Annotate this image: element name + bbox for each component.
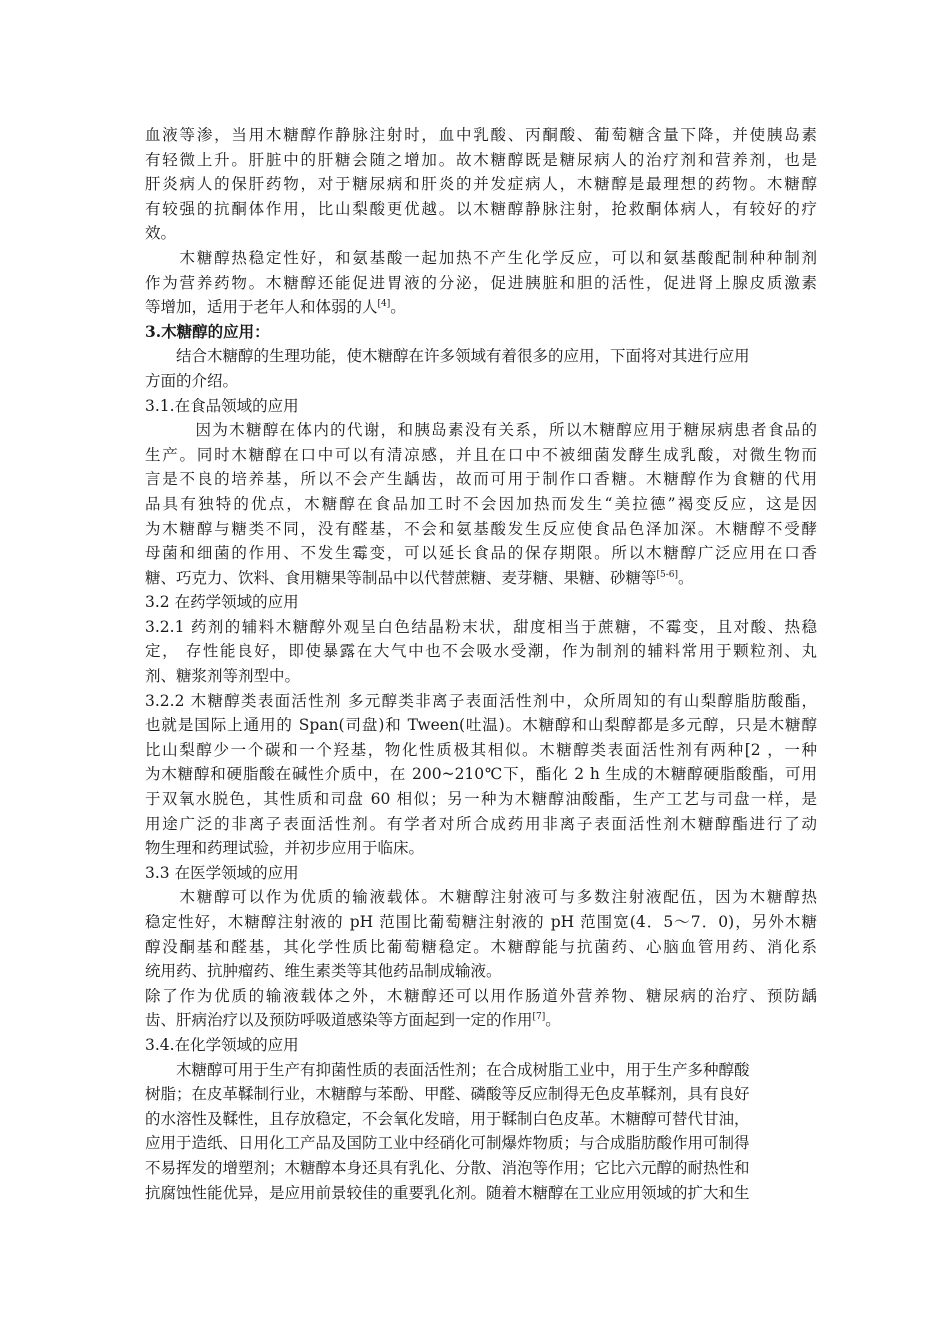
text-line bbox=[145, 172, 817, 197]
line-text: 物生理和药理试验，并初步应用于临床。 bbox=[145, 839, 425, 858]
line-text: 因为木糖醇在体内的代谢，和胰岛素没有关系，所以木糖醇应用于糖尿病患者食品的 bbox=[145, 421, 817, 440]
line-text: 3.2.2 木糖醇类表面活性剂 多元醇类非离子表面活性剂中，众所周知的有山梨醇脂肪酸酯， bbox=[145, 691, 817, 710]
text-line bbox=[145, 861, 817, 886]
line-text: 3.2 在药学领域的应用 bbox=[145, 593, 299, 612]
line-text: 方面的介绍。 bbox=[145, 371, 239, 390]
line-text: 3.2.1 药剂的辅料木糖醇外观呈白色结晶粉末状，甜度相当于蔗糖，不霉变，且对酸、热稳 bbox=[145, 617, 817, 636]
text-line bbox=[145, 1156, 817, 1181]
text-line bbox=[145, 418, 817, 443]
text-line bbox=[145, 984, 817, 1009]
line-text: 齿、肝病治疗以及预防呼吸道感染等方面起到一定的作用 bbox=[145, 1011, 533, 1030]
text-line bbox=[145, 271, 817, 296]
text-line bbox=[145, 664, 817, 689]
line-text: 不易挥发的增塑剂；木糖醇本身还具有乳化、分散、消泡等作用；它比六元醇的耐热性和 bbox=[145, 1158, 750, 1177]
line-text: 于双氧水脱色，其性质和司盘 60 相似；另一种为木糖醇油酸酯，生产工艺与司盘一样，是 bbox=[145, 790, 817, 809]
line-text: 母菌和细菌的作用、不发生霉变，可以延长食品的保存期限。所以木糖醇广泛应用在口香 bbox=[145, 544, 817, 563]
text-line bbox=[145, 123, 817, 148]
line-text: 剂、糖浆剂等剂型中。 bbox=[145, 667, 301, 686]
citation-ref: [5-6] bbox=[656, 569, 679, 580]
text-line bbox=[145, 1008, 817, 1033]
line-text: 除了作为优质的输液载体之外，木糖醇还可以用作肠道外营养物、糖尿病的治疗、预防龋 bbox=[145, 986, 817, 1005]
line-text: 应用于造纸、日用化工产品及国防工业中经硝化可制爆炸物质；与合成脂肪酸作用可制得 bbox=[145, 1134, 750, 1153]
text-line bbox=[145, 689, 817, 714]
text-line bbox=[145, 221, 817, 246]
line-text: 也就是国际上通用的 Span(司盘)和 Tween(吐温)。木糖醇和山梨醇都是多元醇，只是木糖醇 bbox=[145, 716, 817, 735]
citation-ref: [7] bbox=[532, 1012, 546, 1023]
line-text: 糖、巧克力、饮料、食用糖果等制品中以代替蔗糖、麦芽糖、果糖、砂糖等 bbox=[145, 568, 657, 587]
line-text: 血液等渗，当用木糖醇作静脉注射时，血中乳酸、丙酮酸、葡萄糖含量下降，并使胰岛素 bbox=[145, 126, 817, 144]
text-line bbox=[145, 836, 817, 861]
text-line bbox=[145, 1033, 817, 1058]
text-line bbox=[145, 1082, 817, 1107]
line-text: 3.木糖醇的应用： bbox=[145, 321, 270, 341]
line-text: 用途广泛的非离子表面活性剂。有学者对所合成药用非离子表面活性剂木糖醇酯进行了动 bbox=[145, 814, 817, 833]
line-punctuation: 。 bbox=[545, 1011, 561, 1030]
line-text: 言是不良的培养基，所以不会产生龋齿，故而可用于制作口香糖。木糖醇作为食糖的代用 bbox=[145, 470, 817, 489]
line-text: 3.1.在食品领域的应用 bbox=[145, 396, 299, 415]
text-line bbox=[145, 935, 817, 960]
citation-ref: [4] bbox=[377, 299, 391, 310]
line-text: 结合木糖醇的生理功能，使木糖醇在许多领域有着很多的应用，下面将对其进行应用 bbox=[145, 347, 750, 366]
line-punctuation: 。 bbox=[678, 568, 694, 587]
line-text: 3.3 在医学领域的应用 bbox=[145, 863, 299, 882]
text-line bbox=[145, 738, 817, 763]
text-line bbox=[145, 394, 817, 419]
text-line bbox=[145, 1107, 817, 1132]
line-text: 有轻微上升。肝脏中的肝糖会随之增加。故木糖醇既是糖尿病人的治疗剂和营养剂，也是 bbox=[145, 150, 817, 169]
text-line bbox=[145, 590, 817, 615]
line-text: 的水溶性及鞣性，且存放稳定，不会氧化发暗，用于鞣制白色皮革。木糖醇可替代甘油， bbox=[145, 1109, 750, 1128]
text-line bbox=[145, 492, 817, 517]
line-text: 品具有独特的优点，木糖醇在食品加工时不会因加热而发生“美拉德”褐变反应，这是因 bbox=[145, 494, 817, 513]
line-text: 木糖醇可用于生产有抑菌性质的表面活性剂；在合成树脂工业中，用于生产多种醇酸 bbox=[145, 1060, 750, 1079]
line-text: 为木糖醇和硬脂酸在碱性介质中，在 200~210℃下，酯化 2 h 生成的木糖醇硬脂酸酯，可用 bbox=[145, 765, 817, 784]
line-text: 3.4.在化学领域的应用 bbox=[145, 1035, 299, 1054]
text-line bbox=[145, 369, 817, 394]
text-line bbox=[145, 713, 817, 738]
text-line bbox=[145, 566, 817, 591]
section-heading bbox=[145, 320, 817, 345]
line-text: 肝炎病人的保肝药物，对于糖尿病和肝炎的并发症病人，木糖醇是最理想的药物。木糖醇 bbox=[145, 175, 817, 194]
line-text: 有较强的抗酮体作用，比山梨酸更优越。以木糖醇静脉注射，抢救酮体病人，有较好的疗 bbox=[145, 199, 817, 218]
text-line bbox=[145, 467, 817, 492]
text-line bbox=[145, 1181, 817, 1206]
line-text: 树脂；在皮革鞣制行业，木糖醇与苯酚、甲醛、磷酸等反应制得无色皮革鞣剂，具有良好 bbox=[145, 1085, 750, 1104]
text-line bbox=[145, 910, 817, 935]
line-text: 统用药、抗肿瘤药、维生素类等其他药品制成输液。 bbox=[145, 962, 502, 981]
document-body bbox=[145, 123, 817, 1205]
text-line bbox=[145, 344, 817, 369]
text-line bbox=[145, 812, 817, 837]
text-line bbox=[145, 615, 817, 640]
text-line bbox=[145, 443, 817, 468]
line-text: 效。 bbox=[145, 224, 177, 243]
text-line bbox=[145, 885, 817, 910]
text-line bbox=[145, 959, 817, 984]
text-line bbox=[145, 197, 817, 222]
text-line bbox=[145, 148, 817, 173]
line-text: 木糖醇可以作为优质的输液载体。木糖醇注射液可与多数注射液配伍，因为木糖醇热 bbox=[145, 888, 817, 907]
text-line bbox=[145, 787, 817, 812]
text-line bbox=[145, 246, 817, 271]
line-text: 抗腐蚀性能优异，是应用前景较佳的重要乳化剂。随着木糖醇在工业应用领域的扩大和生 bbox=[145, 1183, 750, 1202]
line-text: 醇没酮基和醛基，其化学性质比葡萄糖稳定。木糖醇能与抗菌药、心脑血管用药、消化系 bbox=[145, 937, 817, 956]
line-text: 为木糖醇与糖类不同，没有醛基，不会和氨基酸发生反应使食品色泽加深。木糖醇不受酵 bbox=[145, 519, 817, 538]
text-line bbox=[145, 1131, 817, 1156]
line-punctuation: 。 bbox=[390, 298, 406, 317]
text-line bbox=[145, 762, 817, 787]
text-line bbox=[145, 517, 817, 542]
line-text: 生产。同时木糖醇在口中可以有清凉感，并且在口中不被细菌发酵生成乳酸，对微生物而 bbox=[145, 445, 817, 464]
line-text: 比山梨醇少一个碳和一个羟基，物化性质极其相似。木糖醇类表面活性剂有两种[2 ，一种 bbox=[145, 740, 817, 759]
text-line bbox=[145, 541, 817, 566]
text-line bbox=[145, 295, 817, 320]
text-line bbox=[145, 639, 817, 664]
line-text: 木糖醇热稳定性好，和氨基酸一起加热不产生化学反应，可以和氨基酸配制种种制剂 bbox=[145, 248, 817, 267]
line-text: 定， 存性能良好，即使暴露在大气中也不会吸水受潮，作为制剂的辅料常用于颗粒剂、丸 bbox=[145, 642, 817, 661]
line-text: 等增加，适用于老年人和体弱的人 bbox=[145, 298, 378, 317]
line-text: 稳定性好，木糖醇注射液的 pH 范围比葡萄糖注射液的 pH 范围宽(4．5～7．0)，另外木糖 bbox=[145, 913, 817, 931]
line-text: 作为营养药物。木糖醇还能促进胃液的分泌，促进胰脏和胆的活性，促进肾上腺皮质激素 bbox=[145, 273, 817, 292]
text-line bbox=[145, 1058, 817, 1083]
